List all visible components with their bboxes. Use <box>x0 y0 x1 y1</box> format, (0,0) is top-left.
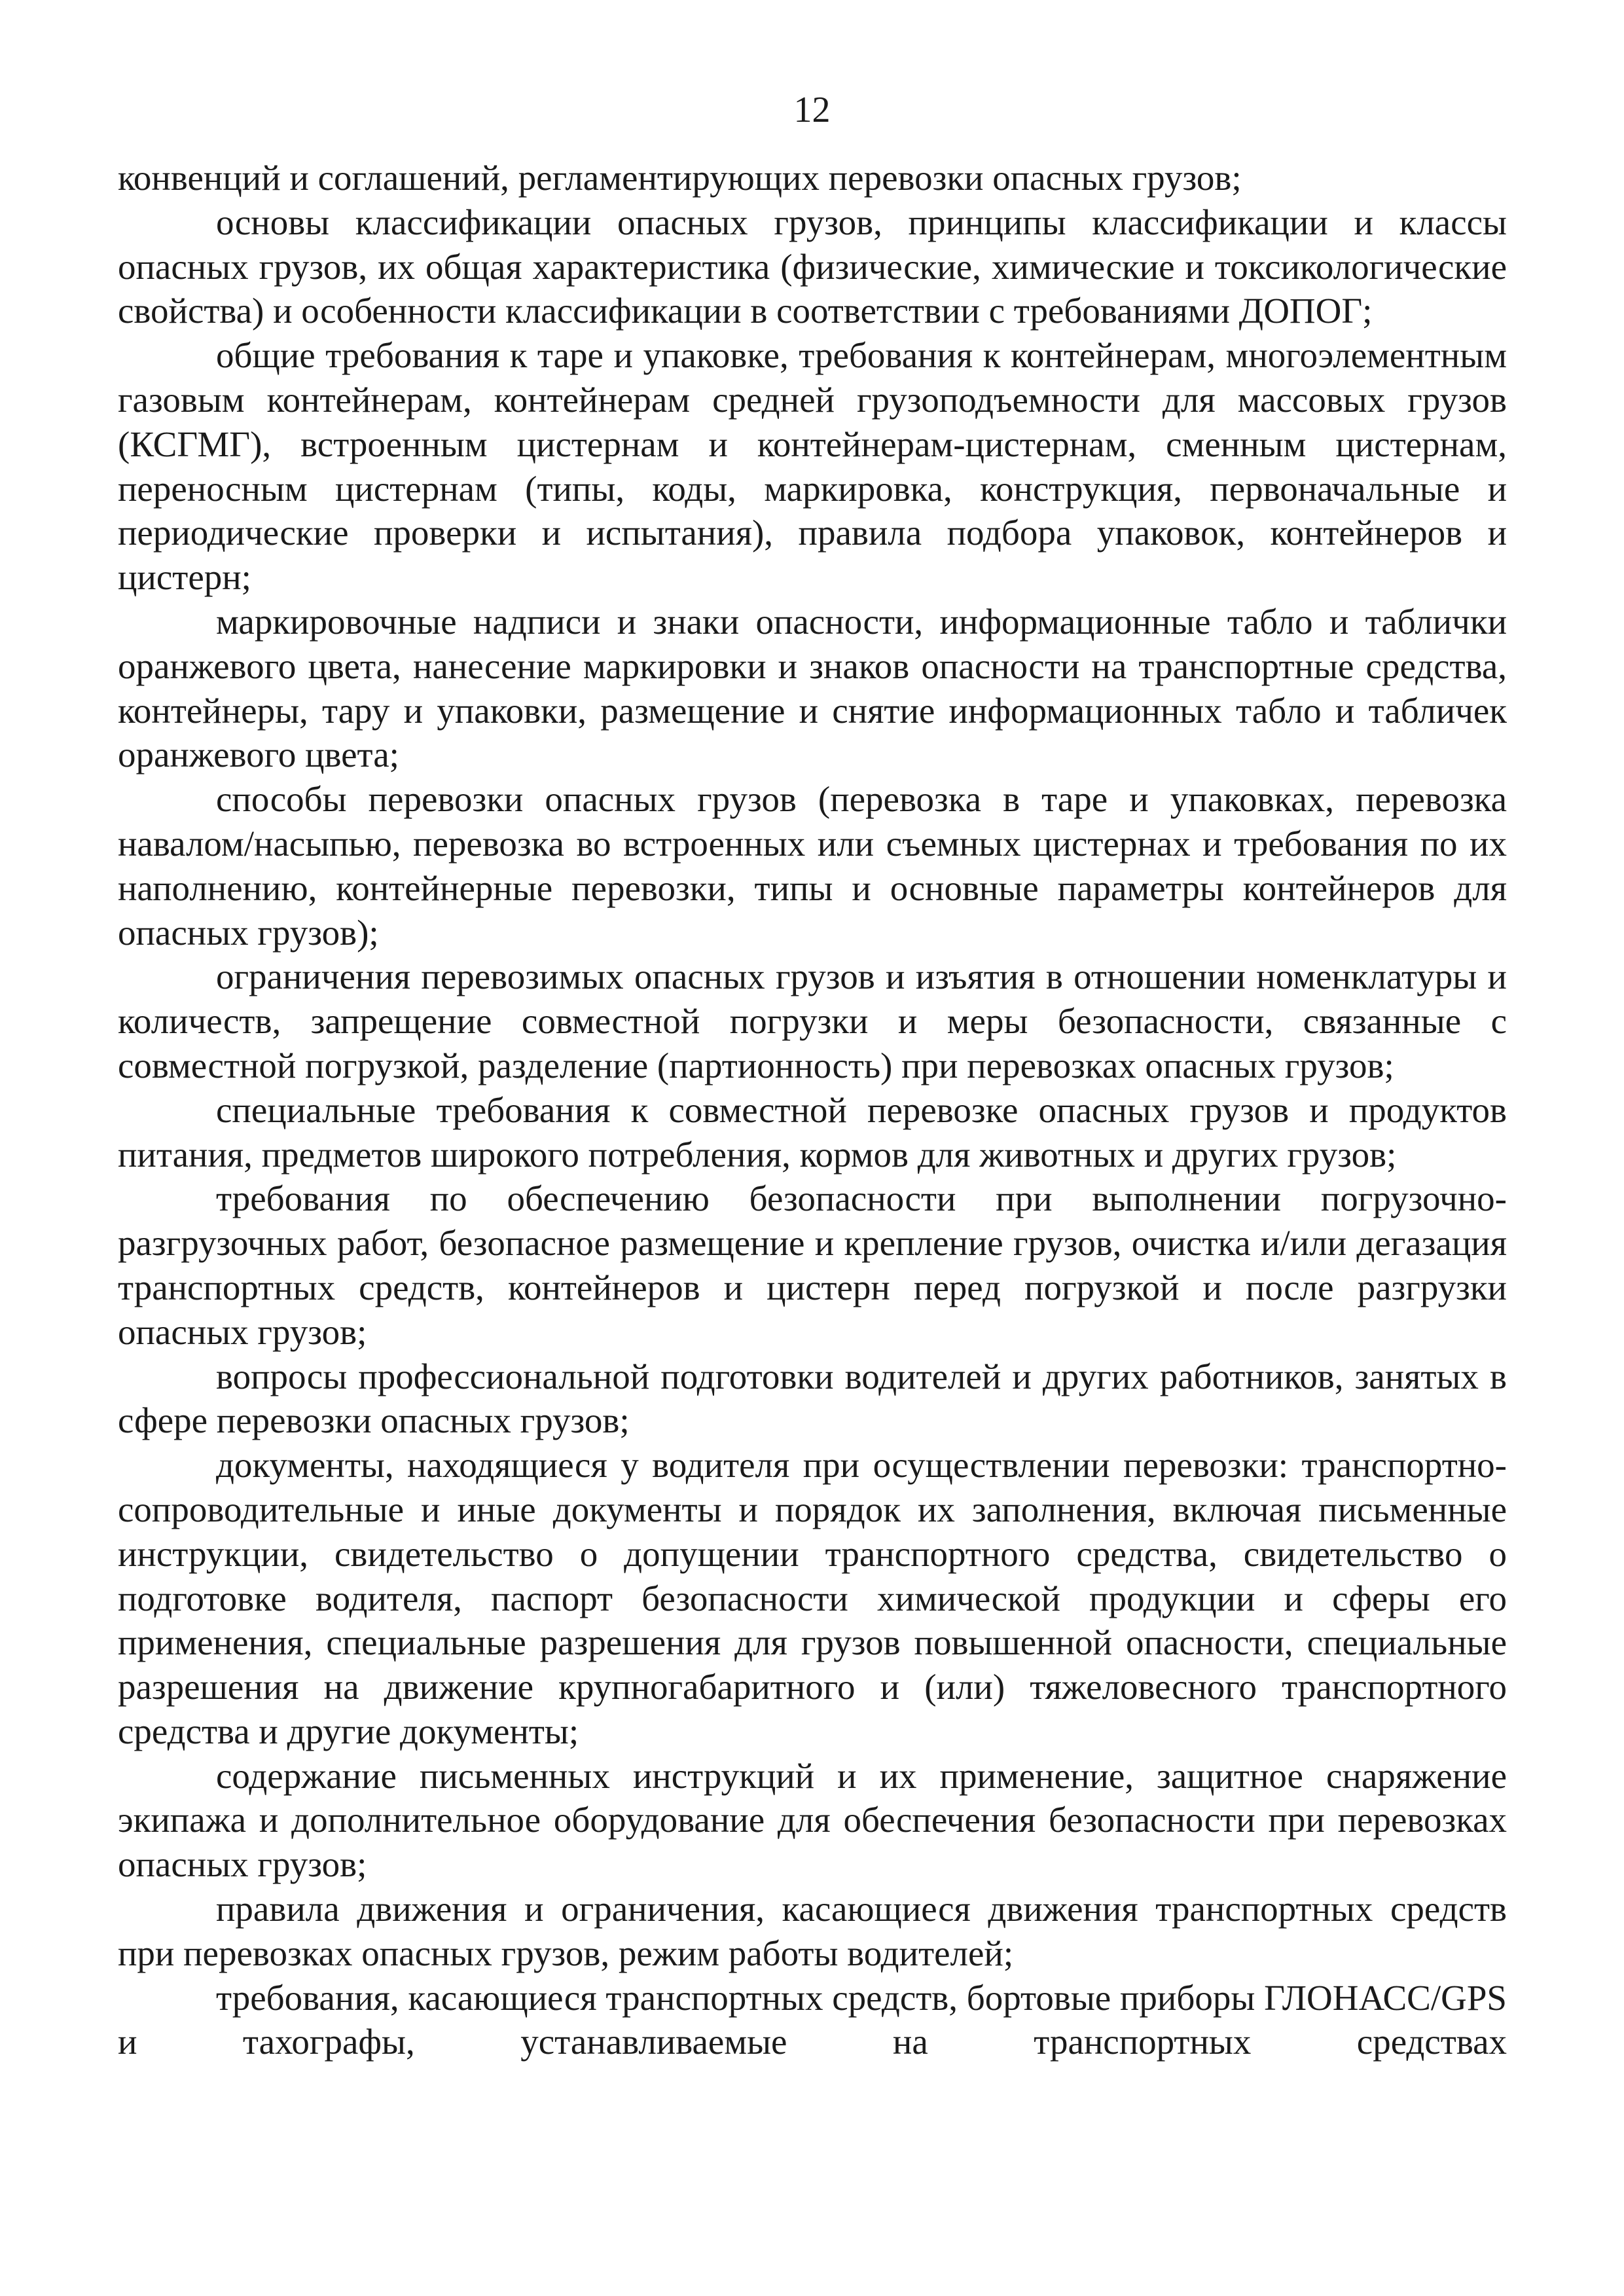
paragraph: содержание письменных инструкций и их применение, защитное снаряжение экипажа и дополнительное оборудование для обеспечения безопасности при перевозках опасных грузов; <box>118 1755 1507 1885</box>
text-body <box>118 156 1507 2064</box>
paragraph: специальные требования к совместной перевозке опасных грузов и продуктов питания, предметов широкого потребления, кормов для животных и других грузов; <box>118 1089 1507 1175</box>
paragraph: способы перевозки опасных грузов (перевозка в таре и упаковках, перевозка навалом/насыпью, перевозка во встроенных или съемных цистернах и требования по их наполнению, контейнерные перевозки, типы и основные параметры контейнеров для опасных грузов); <box>118 779 1507 953</box>
page-number: 12 <box>793 90 831 130</box>
paragraph: документы, находящиеся у водителя при осуществлении перевозки: транспортно-сопроводительные и иные документы и порядок их заполнения, включая письменные инструкции, свидетельство о допущении транспортного средства, свидетельство о подготовке водителя, паспорт безопасности химической продукции и сферы его применения, специальные разрешения для грузов повышенной опасности, специальные разрешения на движение крупногабаритного и (или) тяжеловесного транспортного средства и другие документы; <box>118 1445 1507 1751</box>
paragraph: ограничения перевозимых опасных грузов и изъятия в отношении номенклатуры и количеств, запрещение совместной погрузки и меры безопасности, связанные с совместной погрузкой, разделение (партионность) при перевозках опасных грузов; <box>118 957 1507 1085</box>
paragraph: общие требования к таре и упаковке, требования к контейнерам, многоэлементным газовым контейнерам, контейнерам средней грузоподъемности для массовых грузов (КСГМГ), встроенным цистернам и контейнерам-цистернам, сменным цистернам, переносным цистернам (типы, коды, маркировка, конструкция, первоначальные и периодические проверки и испытания), правила подбора упаковок, контейнеров и цистерн; <box>118 335 1507 598</box>
paragraph: маркировочные надписи и знаки опасности, информационные табло и таблички оранжевого цвета, нанесение маркировки и знаков опасности на транспортные средства, контейнеры, тару и упаковки, размещение и снятие информационных табло и табличек оранжевого цвета; <box>118 601 1507 775</box>
paragraph: требования, касающиеся транспортных средств, бортовые приборы ГЛОНАСС/GPS и тахографы, устанавливаемые на транспортных средствах <box>118 1977 1507 2062</box>
paragraph: правила движения и ограничения, касающиеся движения транспортных средств при перевозках опасных грузов, режим работы водителей; <box>118 1889 1507 1973</box>
paragraph: конвенций и соглашений, регламентирующих перевозки опасных грузов; <box>118 158 1242 198</box>
paragraph: основы классификации опасных грузов, принципы классификации и классы опасных грузов, их общая характеристика (физические, химические и токсикологические свойства) и особенности классификации в соответствии с требованиями ДОПОГ; <box>118 202 1507 331</box>
paragraph: требования по обеспечению безопасности при выполнении погрузочно-разгрузочных работ, безопасное размещение и крепление грузов, очистка и/или дегазация транспортных средств, контейнеров и цистерн перед погрузкой и после разгрузки опасных грузов; <box>118 1178 1507 1352</box>
paragraph: вопросы профессиональной подготовки водителей и других работников, занятых в сфере перевозки опасных грузов; <box>118 1356 1507 1441</box>
